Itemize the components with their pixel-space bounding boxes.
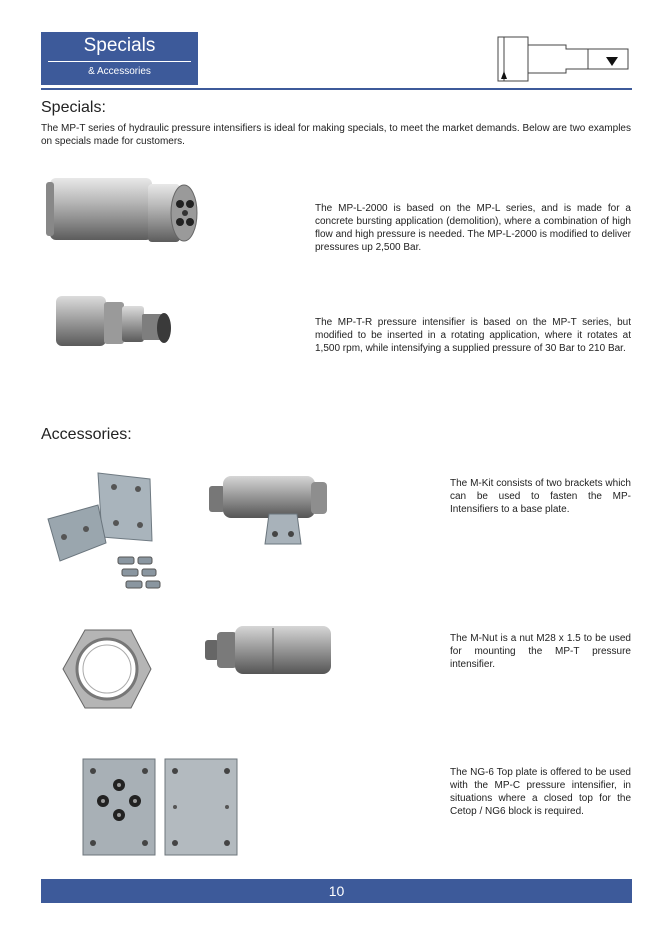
ng6-top-plate-front-photo bbox=[81, 757, 157, 857]
m-kit-mounted-photo bbox=[205, 466, 331, 548]
page-footer bbox=[41, 879, 632, 903]
mp-l-2000-photo bbox=[44, 168, 199, 250]
hydraulic-symbol-icon bbox=[496, 35, 632, 83]
mp-l-2000-description: The MP-L-2000 is based on the MP-L series, and is made for a concrete bursting application (demolition), where a combination of high flow and high pressure is needed. The MP-L-2000 is modified to deliver pressures up 2,500 Bar. bbox=[315, 203, 631, 253]
specials-intro: The MP-T series of hydraulic pressure intensifiers is ideal for making specials, to meet the market demands. Below are two examples on specials made for customers. bbox=[41, 123, 631, 147]
page-subtitle: & Accessories bbox=[88, 66, 151, 77]
mp-t-r-description: The MP-T-R pressure intensifier is based on the MP-T series, but modified to be inserted in a rotating application, where it rotates at 1,500 rpm, while intensifying a supplied pressure of 30 Bar to 210 Bar. bbox=[315, 317, 631, 354]
m-nut-mounted-photo bbox=[203, 622, 335, 684]
m-kit-description: The M-Kit consists of two brackets which can be used to fasten the MP-Intensifiers to a base plate. bbox=[450, 478, 631, 515]
specials-heading: Specials: bbox=[41, 99, 106, 116]
mp-t-r-photo bbox=[52, 292, 174, 354]
ng6-top-plate-description: The NG-6 Top plate is offered to be used with the MP-C pressure intensifier, in situations where a closed top for the Cetop / NG6 block is required. bbox=[450, 767, 631, 817]
accessories-heading: Accessories: bbox=[41, 426, 132, 443]
page-title: Specials bbox=[83, 35, 156, 56]
header-rule bbox=[41, 88, 632, 90]
page-number: 10 bbox=[328, 883, 345, 899]
m-nut-photo bbox=[61, 626, 153, 712]
header-divider bbox=[48, 61, 191, 62]
m-nut-description: The M-Nut is a nut M28 x 1.5 to be used for mounting the MP-T pressure intensifier. bbox=[450, 633, 631, 670]
m-kit-brackets-photo bbox=[40, 465, 168, 593]
ng6-top-plate-back-photo bbox=[163, 757, 239, 857]
section-header-box bbox=[41, 32, 198, 85]
